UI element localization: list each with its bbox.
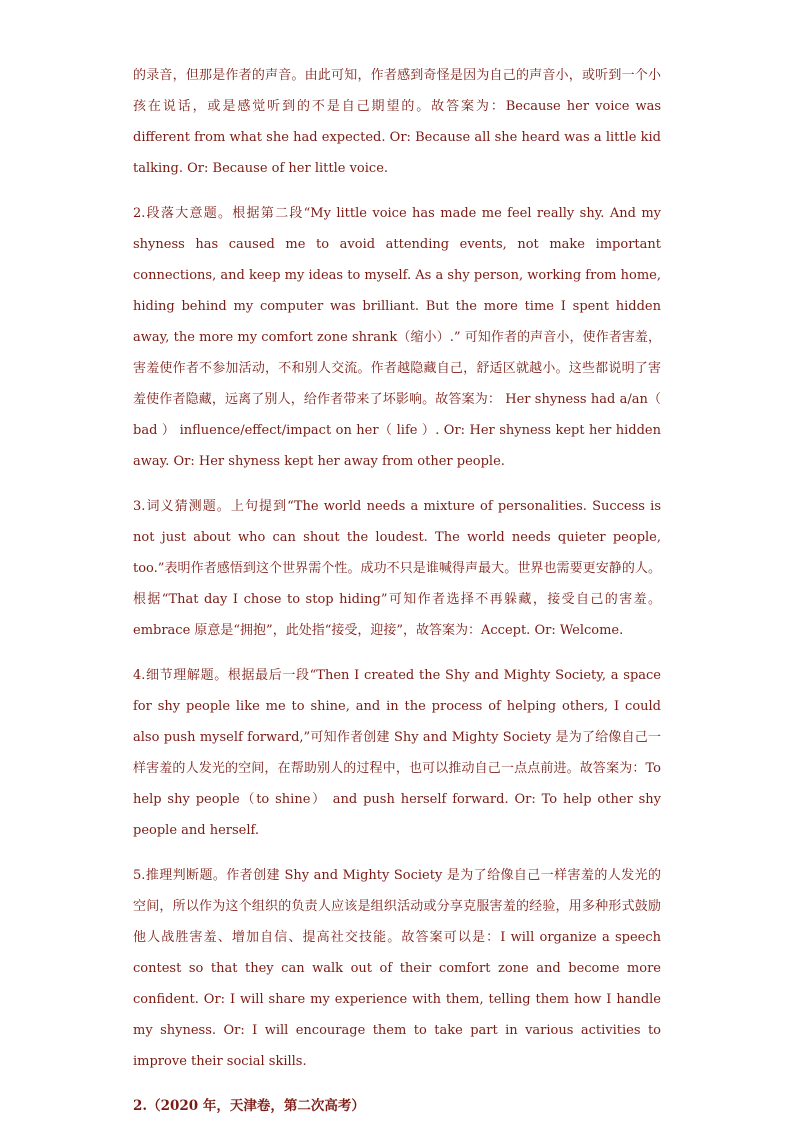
- question-heading: 2.（2020 年，天津卷，第二次高考）: [133, 1098, 365, 1114]
- answer-paragraph-4: 4.细节理解题。根据最后一段“Then I created the Shy and Mighty Society, a space for shy people like me to shine, and in the process of helping others, I could also push myself forward,”可知作者创建 Shy and Mighty Society 是为了给像自己一样害羞的人发光的空间，在帮助别人的过程中，也可以推动自己一点点前进。故答案为：To help shy people（to shine） and push herself forward. Or: To help other shy people and herself.: [133, 668, 661, 838]
- document-page: [133, 60, 661, 1122]
- answer-paragraph-2: 2.段落大意题。根据第二段“My little voice has made me feel really shy. And my shyness has caused me to avoid attending events, not make important connections, and keep my ideas to myself. As a shy person, working from home, hiding behind my computer was brilliant. But the more time I spent hidden away, the more my comfort zone shrank（缩小）.” 可知作者的声音小，使作者害羞，害羞使作者不参加活动，不和别人交流。作者越隐藏自己，舒适区就越小。这些都说明了害羞使作者隐藏，远离了别人，给作者带来了坏影响。故答案为： Her shyness had a/an（ bad ） influence/effect/impact on her（ life ）. Or: Her shyness kept her hidden away. Or: Her shyness kept her away from other people.: [133, 206, 661, 469]
- answer-paragraph-5: 5.推理判断题。作者创建 Shy and Mighty Society 是为了给像自己一样害羞的人发光的空间，所以作为这个组织的负责人应该是组织活动或分享克服害羞的经验，用多种形式鼓励他人战胜害羞、增加自信、提高社交技能。故答案可以是：I will organize a speech contest so that they can walk out of their comfort zone and become more confident. Or: I will share my experience with them, telling them how I handle my shyness. Or: I will encourage them to take part in various activities to improve their social skills.: [133, 868, 661, 1069]
- answer-paragraph-continuation: 的录音，但那是作者的声音。由此可知，作者感到奇怪是因为自己的声音小，或听到一个小孩在说话，或是感觉听到的不是自己期望的。故答案为：Because her voice was different from what she had expected. Or: Because all she heard was a little kid talking. Or: Because of her little voice.: [133, 68, 661, 176]
- answer-paragraph-3: 3.词义猜测题。上句提到“The world needs a mixture of personalities. Success is not just about who can shout the loudest. The world needs quieter people, too.”表明作者感悟到这个世界需个性。成功不只是谁喊得声最大。世界也需要更安静的人。根据“That day I chose to stop hiding”可知作者选择不再躲藏，接受自己的害羞。embrace 原意是“拥抱”，此处指“接受，迎接”，故答案为：Accept. Or: Welcome.: [133, 499, 661, 638]
